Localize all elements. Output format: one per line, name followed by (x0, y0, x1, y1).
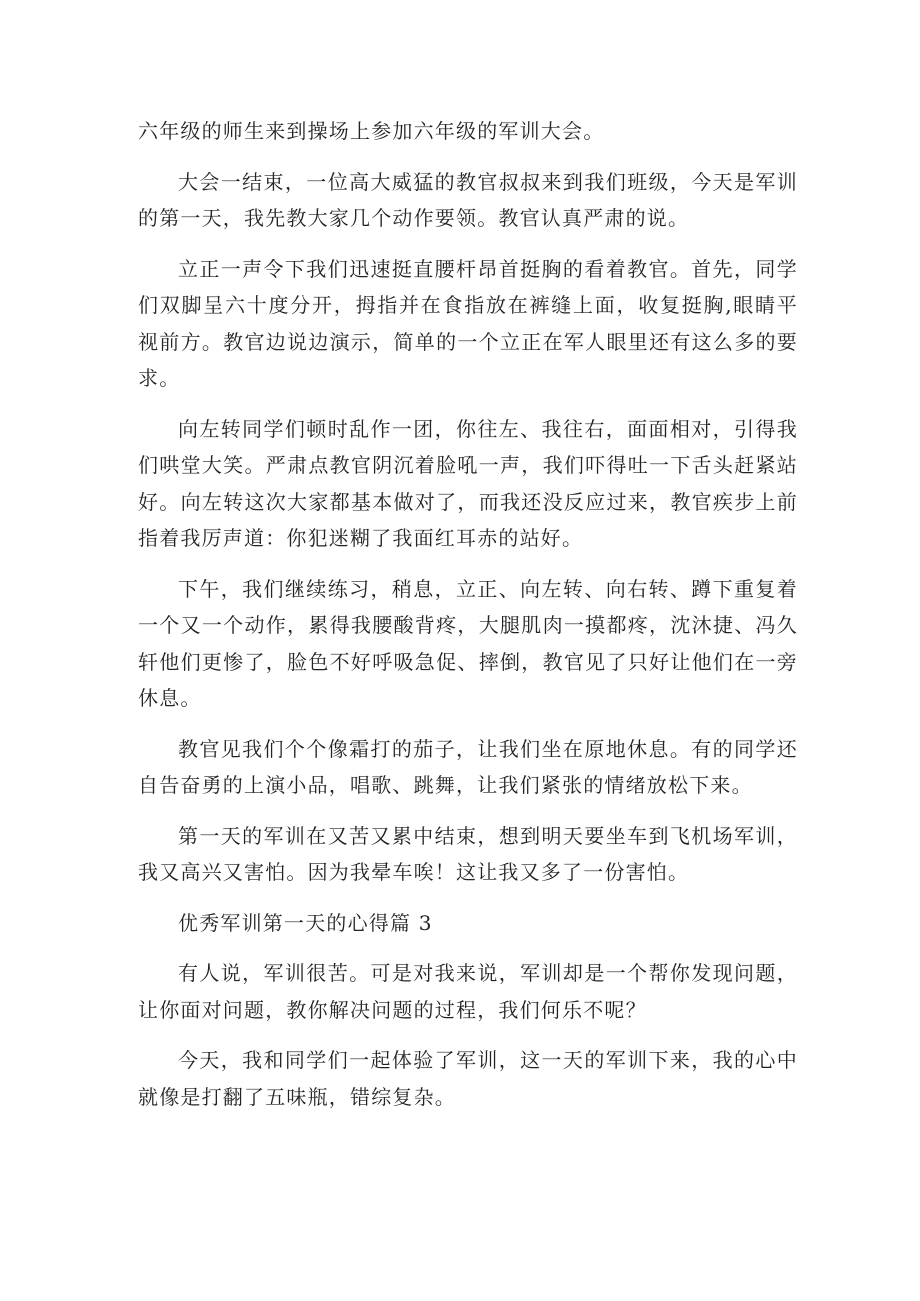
paragraph-10: 今天，我和同学们一起体验了军训，这一天的军训下来，我的心中就像是打翻了五味瓶，错综复杂。 (138, 1048, 798, 1109)
paragraph-2: 大会一结束，一位高大威猛的教官叔叔来到我们班级，今天是军训的第一天，我先教大家几个动作要领。教官认真严肃的说。 (138, 169, 798, 230)
paragraph-7: 第一天的军训在又苦又累中结束，想到明天要坐车到飞机场军训，我又高兴又害怕。因为我晕车唉！这让我又多了一份害怕。 (138, 823, 798, 884)
paragraph-3: 立正一声令下我们迅速挺直腰杆昂首挺胸的看着教官。首先，同学们双脚呈六十度分开，拇指并在食指放在裤缝上面，收复挺胸,眼睛平视前方。教官边说边演示，简单的一个立正在军人眼里还有这么多的要求。 (138, 256, 798, 390)
document-body (138, 113, 798, 1129)
paragraph-9: 有人说，军训很苦。可是对我来说，军训却是一个帮你发现问题，让你面对问题，教你解决问题的过程，我们何乐不呢？ (138, 961, 798, 1022)
paragraph-4: 向左转同学们顿时乱作一团，你往左、我往右，面面相对，引得我们哄堂大笑。严肃点教官阴沉着脸吼一声，我们吓得吐一下舌头赶紧站好。向左转这次大家都基本做对了，而我还没反应过来，教官疾步上前指着我厉声道：你犯迷糊了我面红耳赤的站好。 (138, 416, 798, 550)
paragraph-1: 六年级的师生来到操场上参加六年级的军训大会。 (138, 119, 605, 143)
section-heading: 优秀军训第一天的心得篇 3 (178, 910, 433, 935)
paragraph-5: 下午，我们继续练习，稍息，立正、向左转、向右转、蹲下重复着一个又一个动作，累得我腰酸背疼，大腿肌肉一摸都疼，沈沐捷、冯久轩他们更惨了，脸色不好呼吸急促、摔倒，教官见了只好让他们在一旁休息。 (138, 576, 798, 710)
paragraph-6: 教官见我们个个像霜打的茄子，让我们坐在原地休息。有的同学还自告奋勇的上演小品，唱歌、跳舞，让我们紧张的情绪放松下来。 (138, 736, 798, 797)
